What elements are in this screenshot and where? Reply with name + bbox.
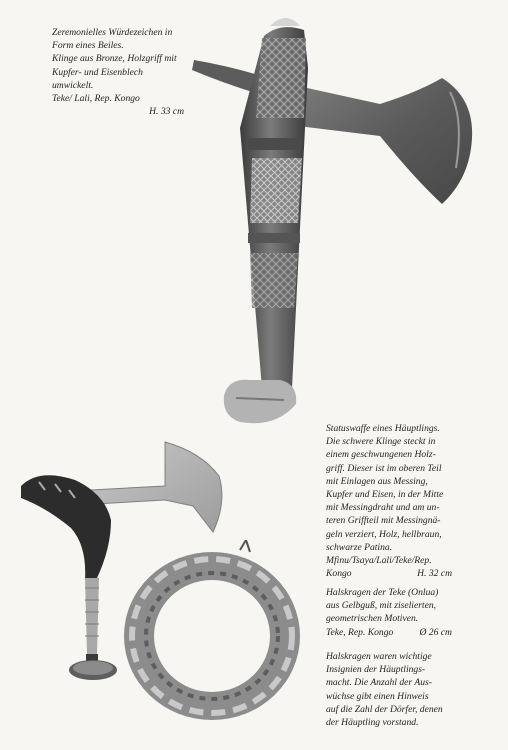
ceremonial-axe-photo: [180, 8, 480, 428]
axe-height: H. 33 cm: [149, 106, 184, 118]
caption-line: Halskragen waren wichtige: [326, 651, 432, 662]
axe-caption: [52, 26, 192, 118]
collar-note: [326, 650, 452, 729]
caption-line: mit Messingdraht und am un-: [326, 502, 440, 514]
caption-line: wüchse gibt einen Hinweis: [326, 690, 429, 702]
caption-line: Mfinu/Tsaya/Lali/Teke/Rep.: [326, 555, 432, 567]
weapon-origin: Kongo: [326, 568, 352, 580]
caption-line: schwarze Patina.: [326, 541, 393, 553]
caption-line: macht. Die Anzahl der Aus-: [326, 677, 432, 689]
caption-line: mit Einlagen aus Messing,: [326, 475, 428, 487]
caption-line: Zeremonielles Würdezeichen in: [52, 27, 173, 38]
caption-line: griff. Dieser ist im oberen Teil: [326, 462, 442, 474]
caption-line: Insignien der Häuptlings-: [326, 664, 426, 676]
neck-collar-photo: [112, 540, 312, 730]
caption-line: Teke/ Lali, Rep. Kongo: [52, 93, 140, 105]
collar-origin: Teke, Rep. Kongo: [326, 626, 394, 638]
weapon-caption: [326, 422, 452, 580]
caption-line: geln verziert, Holz, hellbraun,: [326, 528, 442, 540]
caption-line: teren Griffteil mit Messingnä-: [326, 515, 441, 527]
caption-line: Statuswaffe eines Häuptlings.: [326, 423, 440, 434]
caption-line: Klinge aus Bronze, Holzgriff mit: [52, 53, 177, 65]
caption-line: der Häuptling vorstand.: [326, 717, 419, 729]
caption-line: umwickelt.: [52, 79, 94, 91]
caption-line: Form eines Beiles.: [52, 40, 124, 52]
caption-line: Die schwere Klinge steckt in: [326, 436, 436, 448]
caption-last-row: [326, 626, 452, 639]
caption-line: aus Gelbguß, mit ziselierten,: [326, 600, 437, 612]
collar-diameter: Ø 26 cm: [419, 626, 452, 638]
collar-caption: [326, 586, 452, 639]
weapon-height: H. 32 cm: [417, 568, 452, 580]
caption-last-row: [326, 567, 452, 580]
caption-line: Halskragen der Teke (Onlua): [326, 587, 439, 598]
caption-line: einem geschwungenen Holz-: [326, 449, 436, 461]
caption-line: geometrischen Motiven.: [326, 613, 419, 625]
caption-line: Kupfer und Eisen, in der Mitte: [326, 489, 444, 501]
caption-line: Kupfer- und Eisenblech: [52, 66, 143, 78]
caption-line: auf die Zahl der Dörfer, denen: [326, 703, 443, 715]
